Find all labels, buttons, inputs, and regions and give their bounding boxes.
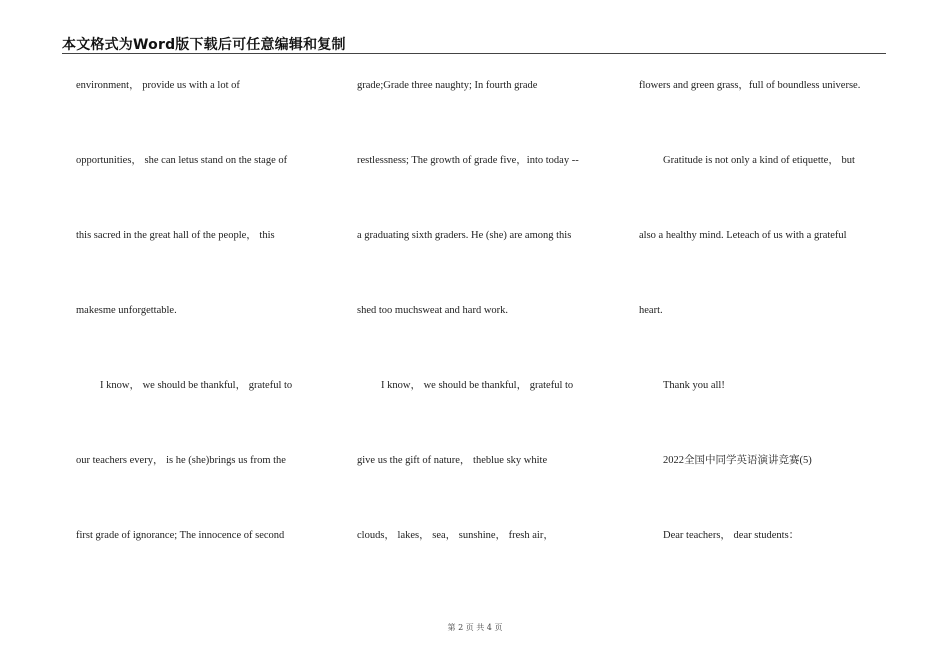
text-line: heart.	[639, 305, 663, 316]
text-line: give us the gift of nature， theblue sky white	[357, 455, 548, 466]
text-line: Gratitude is not only a kind of etiquette， but	[663, 155, 855, 166]
text-line: first grade of ignorance; The innocence of second	[76, 530, 285, 541]
text-line: I know， we should be thankful， grateful to	[100, 380, 293, 391]
text-line: clouds， lakes， sea， sunshine， fresh air，	[357, 530, 554, 541]
text-line: restlessness; The growth of grade five，into today --	[357, 155, 579, 166]
text-line: flowers and green grass，full of boundless universe.	[639, 80, 861, 91]
text-line: opportunities， she can letus stand on the stage of	[76, 155, 288, 166]
text-line: environment， provide us with a lot of	[76, 80, 240, 91]
document-header-title: 本文格式为Word版下载后可任意编辑和复制	[62, 37, 346, 53]
page-number-footer: 第 2 页 共 4 页	[447, 623, 503, 632]
header-divider	[62, 53, 886, 54]
text-line: this sacred in the great hall of the people， this	[76, 230, 275, 241]
text-line: also a healthy mind. Leteach of us with a grateful	[639, 230, 847, 241]
text-line: makesme unforgettable.	[76, 305, 177, 316]
text-line: I know， we should be thankful， grateful to	[381, 380, 574, 391]
section-heading: 2022全国中同学英语演讲竞赛(5)	[663, 455, 812, 466]
text-line: a graduating sixth graders. He (she) are among this	[357, 230, 572, 241]
text-line: Dear teachers， dear students：	[663, 530, 800, 541]
text-line: shed too muchsweat and hard work.	[357, 305, 509, 316]
text-line: Thank you all!	[663, 380, 725, 391]
text-line: grade;Grade three naughty; In fourth grade	[357, 80, 538, 91]
text-line: our teachers every， is he (she)brings us from the	[76, 455, 286, 466]
